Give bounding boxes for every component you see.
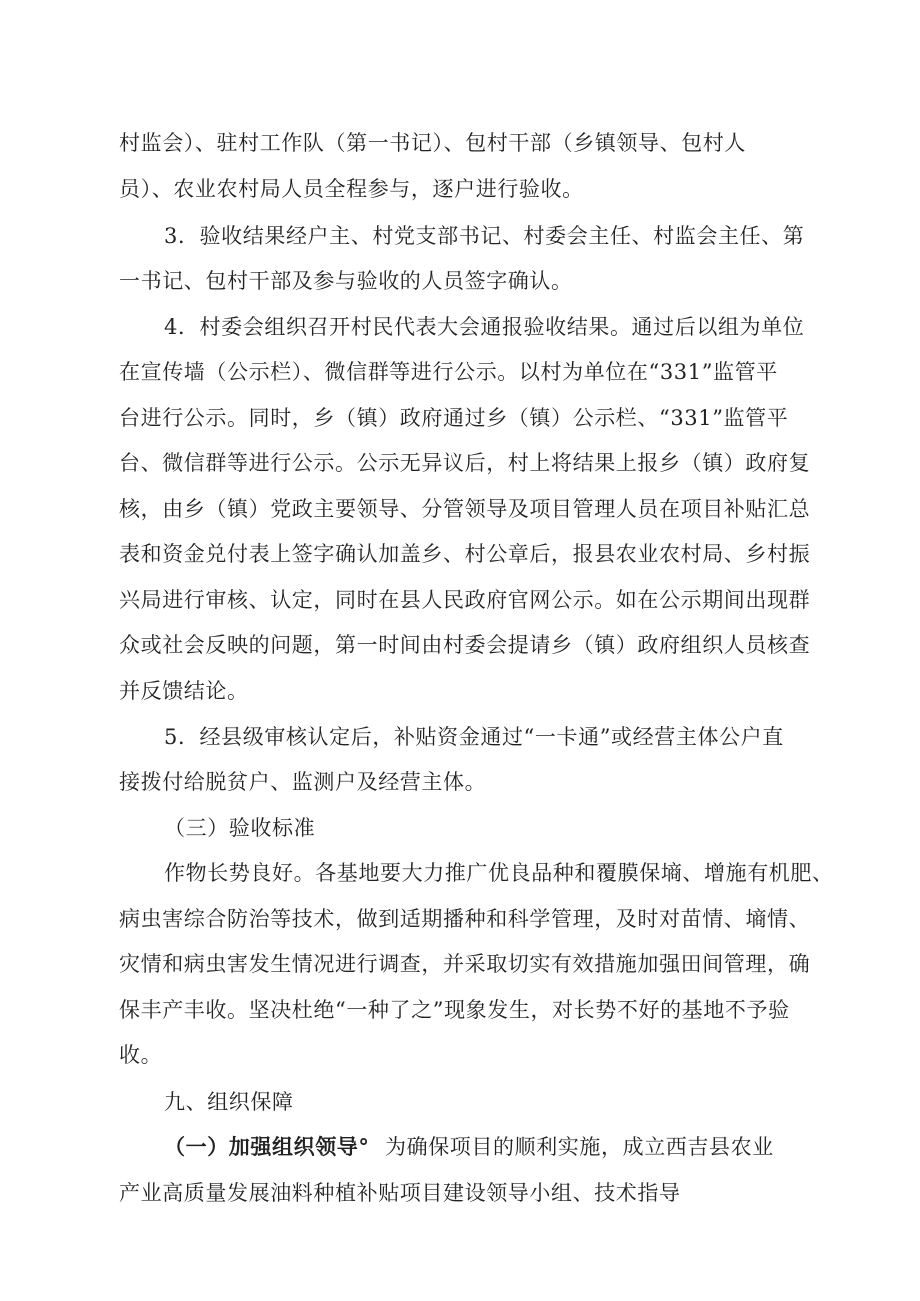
text-line: 病虫害综合防治等技术，做到适期播种和科学管理，及时对苗情、墒情、 <box>119 907 811 931</box>
chapter-heading: 九、组织保障 <box>164 1090 294 1114</box>
text-line: 保丰产丰收。坚决杜绝“一种了之”现象发生，对长势不好的基地不予验 <box>119 998 790 1022</box>
text-line: 接拨付给脱贫户、监测户及经营主体。 <box>119 770 487 794</box>
text-line: 村监会）、驻村工作队（第一书记）、包村干部（乡镇领导、包村人 <box>119 131 746 155</box>
text-line: 5．经县级审核认定后，补贴资金通过“一卡通”或经营主体公户直 <box>164 725 784 749</box>
text-line: 作物长势良好。各基地要大力推广优良品种和覆膜保墒、增施有机肥、 <box>164 861 834 885</box>
text-line: 兴局进行审核、认定，同时在县人民政府官网公示。如在公示期间出现群 <box>119 588 811 612</box>
text-line: 众或社会反映的问题，第一时间由村委会提请乡（镇）政府组织人员核查 <box>119 633 811 657</box>
text-line: 4．村委会组织召开村民代表大会通报验收结果。通过后以组为单位 <box>164 315 805 339</box>
text-line: 员）、农业农村局人员全程参与，逐户进行验收。 <box>119 177 584 201</box>
text-line: 灾情和病虫害发生情况进行调查，并采取切实有效措施加强田间管理，确 <box>119 952 811 976</box>
text-line: 并反馈结论。 <box>119 679 249 703</box>
text-line: 台、微信群等进行公示。公示无异议后，村上将结果上报乡（镇）政府复 <box>119 451 811 475</box>
text-line: 在宣传墙（公示栏）、微信群等进行公示。以村为单位在“331”监管平 <box>119 360 778 384</box>
text-line: 台进行公示。同时，乡（镇）政府通过乡（镇）公示栏、“331”监管平 <box>119 406 789 430</box>
text-line: 收。 <box>119 1043 163 1067</box>
text-line: 3．验收结果经户主、村党支部书记、村委会主任、村监会主任、第 <box>164 224 805 248</box>
subsection-heading: （一）加强组织领导° <box>164 1135 370 1159</box>
section-heading: （三）验收标准 <box>164 816 316 840</box>
text-line: 为确保项目的顺利实施，成立西吉县农业 <box>385 1135 774 1159</box>
text-line: 表和资金兑付表上签字确认加盖乡、村公章后，报县农业农村局、乡村振 <box>119 542 811 566</box>
text-line: 一书记、包村干部及参与验收的人员签字确认。 <box>119 269 573 293</box>
text-line: 产业高质量发展油料种植补贴项目建设领导小组、技术指导 <box>119 1181 681 1205</box>
text-line: 核，由乡（镇）党政主要领导、分管领导及项目管理人员在项目补贴汇总 <box>119 497 811 521</box>
